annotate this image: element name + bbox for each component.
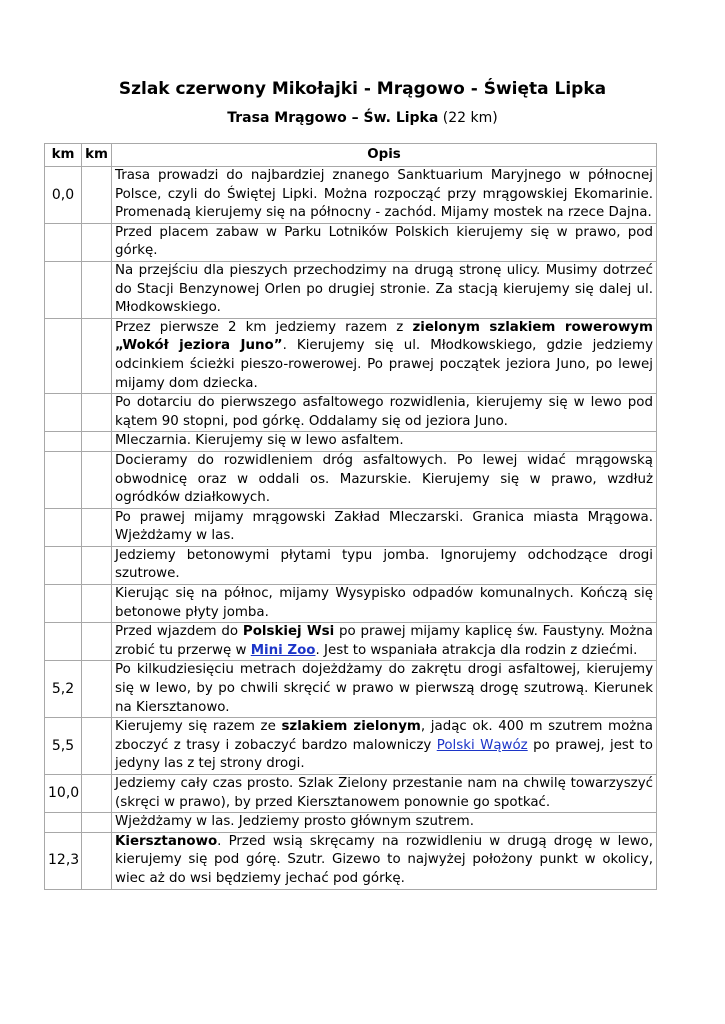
route-table-body <box>45 167 657 890</box>
km2-cell <box>82 451 112 508</box>
km2-cell <box>82 432 112 452</box>
table-header-row <box>45 144 657 167</box>
document-subtitle <box>0 108 725 128</box>
text-segment: , jadąc ok. 400 m szutrem można zboczyć z trasy i zobaczyć bardzo malowniczy <box>115 719 653 753</box>
table-row <box>45 546 657 584</box>
km2-cell <box>82 167 112 224</box>
text-segment: Mleczarnia. Kierujemy się w lewo asfaltem. <box>115 433 404 449</box>
table-row <box>45 318 657 393</box>
km-cell: 10,0 <box>45 775 82 813</box>
km2-cell <box>82 394 112 432</box>
table-row <box>45 813 657 833</box>
km-cell <box>45 546 82 584</box>
table-row <box>45 832 657 889</box>
km2-cell <box>82 718 112 775</box>
text-segment: Jedziemy betonowymi płytami typu jomba. Ignorujemy odchodzące drogi szutrowe. <box>115 547 653 582</box>
header-opis: Opis <box>112 144 657 167</box>
table-row <box>45 223 657 261</box>
table-row <box>45 451 657 508</box>
km-cell <box>45 223 82 261</box>
km-cell <box>45 261 82 318</box>
bold-text: szlakiem zielonym <box>281 719 421 735</box>
header-km-2: km <box>82 144 112 167</box>
text-segment: Przed wjazdem do <box>115 624 243 640</box>
text-segment: . Kierujemy się ul. Młodkowskiego, gdzie jedziemy odcinkiem ścieżki pieszo-rowerowej. Po prawej początek jeziora Juno, po lewej mijamy dom dziecka. <box>115 338 653 391</box>
km2-cell <box>82 585 112 623</box>
km-cell: 12,3 <box>45 832 82 889</box>
text-segment: Docieramy do rozwidleniem dróg asfaltowych. Po lewej widać mrągowską obwodnicę oraz w oddali os. Mazurskie. Kierujemy się w prawo, wzdłuż ogródków działkowych. <box>115 452 653 506</box>
km-cell: 0,0 <box>45 167 82 224</box>
description-cell <box>112 223 657 261</box>
bold-text: Polskiej Wsi <box>242 624 335 640</box>
description-cell <box>112 508 657 546</box>
table-row <box>45 394 657 432</box>
text-segment: Na przejściu dla pieszych przechodzimy na drugą stronę ulicy. Musimy dotrzeć do Stacji Benzynowej Orlen po drugiej stronie. Za stacją kierujemy się dalej ul. Młodkowskiego. <box>115 262 653 316</box>
text-segment: Kierując się na północ, mijamy Wysypisko odpadów komunalnych. Kończą się betonowe płyty jomba. <box>115 586 653 620</box>
description-cell <box>112 623 657 661</box>
description-cell <box>112 718 657 775</box>
text-segment: Przed placem zabaw w Parku Lotników Polskich kierujemy się w prawo, pod górkę. <box>115 224 653 259</box>
km-cell: 5,2 <box>45 661 82 718</box>
km-cell <box>45 432 82 452</box>
description-cell <box>112 451 657 508</box>
subtitle-distance: (22 km) <box>438 110 498 126</box>
text-segment: Wjeżdżamy w las. Jedziemy prosto głównym szutrem. <box>115 814 474 830</box>
mini-zoo-link[interactable]: Mini Zoo <box>250 642 316 658</box>
text-segment: Po kilkudziesięciu metrach dojeżdżamy do zakrętu drogi asfaltowej, kierujemy się w lewo, by po chwili skręcić w prawo w pierwszą drogę szutrową. Kierunek na Kiersztanowo. <box>115 662 653 715</box>
km-cell <box>45 585 82 623</box>
text-segment: po prawej, jest to jedyny las z tej strony drogi. <box>115 737 654 772</box>
text-segment: . Jest to wspaniała atrakcja dla rodzin z dziećmi. <box>315 642 638 658</box>
km2-cell <box>82 546 112 584</box>
subtitle-route: Trasa Mrągowo – Św. Lipka <box>227 110 439 126</box>
table-row <box>45 775 657 813</box>
description-cell <box>112 832 657 889</box>
description-cell <box>112 432 657 452</box>
km2-cell <box>82 832 112 889</box>
km2-cell <box>82 223 112 261</box>
description-cell <box>112 661 657 718</box>
km-cell <box>45 394 82 432</box>
table-row <box>45 261 657 318</box>
km2-cell <box>82 623 112 661</box>
text-segment: Jedziemy cały czas prosto. Szlak Zielony przestanie nam na chwilę towarzyszyć (skręci w prawo), by przed Kiersztanowem ponownie go spotkać. <box>115 776 653 810</box>
km2-cell <box>82 318 112 393</box>
description-cell <box>112 394 657 432</box>
document-title: Szlak czerwony Mikołajki - Mrągowo - Święta Lipka <box>118 79 607 99</box>
km2-cell <box>82 813 112 833</box>
km2-cell <box>82 661 112 718</box>
text-segment: Po dotarciu do pierwszego asfaltowego rozwidlenia, kierujemy się w lewo pod kątem 90 stopni, pod górkę. Oddalamy się od jeziora Juno. <box>115 395 653 429</box>
header-km: km <box>45 144 82 167</box>
table-row <box>45 718 657 775</box>
description-cell <box>112 261 657 318</box>
km-cell <box>45 623 82 661</box>
description-cell <box>112 318 657 393</box>
bold-text: Kiersztanowo <box>115 833 218 849</box>
description-cell <box>112 813 657 833</box>
text-segment: . Przed wsią skręcamy na rozwidleniu w drugą drogę w lewo, kierujemy się pod górę. Szutr. Gizewo to najwyżej położony punkt w okolicy, wiec aż do wsi będziemy jechać pod górkę. <box>115 833 653 886</box>
description-cell <box>112 585 657 623</box>
text-segment: Po prawej mijamy mrągowski Zakład Mleczarski. Granica miasta Mrągowa. Wjeżdżamy w las. <box>115 509 653 544</box>
text-segment: Trasa prowadzi do najbardziej znanego Sanktuarium Maryjnego w północnej Polsce, czyli do Świętej Lipki. Można rozpocząć przy mrągowskiej Ekomarinie. Promenadą kierujemy się na północny - zachód. Mijamy mostek na rzece Dajna. <box>115 168 653 221</box>
km2-cell <box>82 775 112 813</box>
table-row <box>45 585 657 623</box>
km2-cell <box>82 261 112 318</box>
description-cell <box>112 167 657 224</box>
bold-text: zielonym szlakiem rowerowym „Wokół jeziora Juno” <box>115 319 653 354</box>
table-row <box>45 623 657 661</box>
table-row <box>45 661 657 718</box>
route-table <box>44 143 657 890</box>
text-segment: Kierujemy się razem ze <box>115 719 282 735</box>
text-segment: Przez pierwsze 2 km jedziemy razem z <box>115 319 413 335</box>
km2-cell <box>82 508 112 546</box>
table-row <box>45 508 657 546</box>
km-cell <box>45 813 82 833</box>
km-cell <box>45 451 82 508</box>
km-cell <box>45 508 82 546</box>
polski-wawoz-link[interactable]: Polski Wąwóz <box>436 737 528 753</box>
table-row <box>45 432 657 452</box>
description-cell <box>112 775 657 813</box>
km-cell: 5,5 <box>45 718 82 775</box>
text-segment: po prawej mijamy kaplicę św. Faustyny. Można zrobić tu przerwę w <box>115 624 653 658</box>
description-cell <box>112 546 657 584</box>
km-cell <box>45 318 82 393</box>
table-row <box>45 167 657 224</box>
